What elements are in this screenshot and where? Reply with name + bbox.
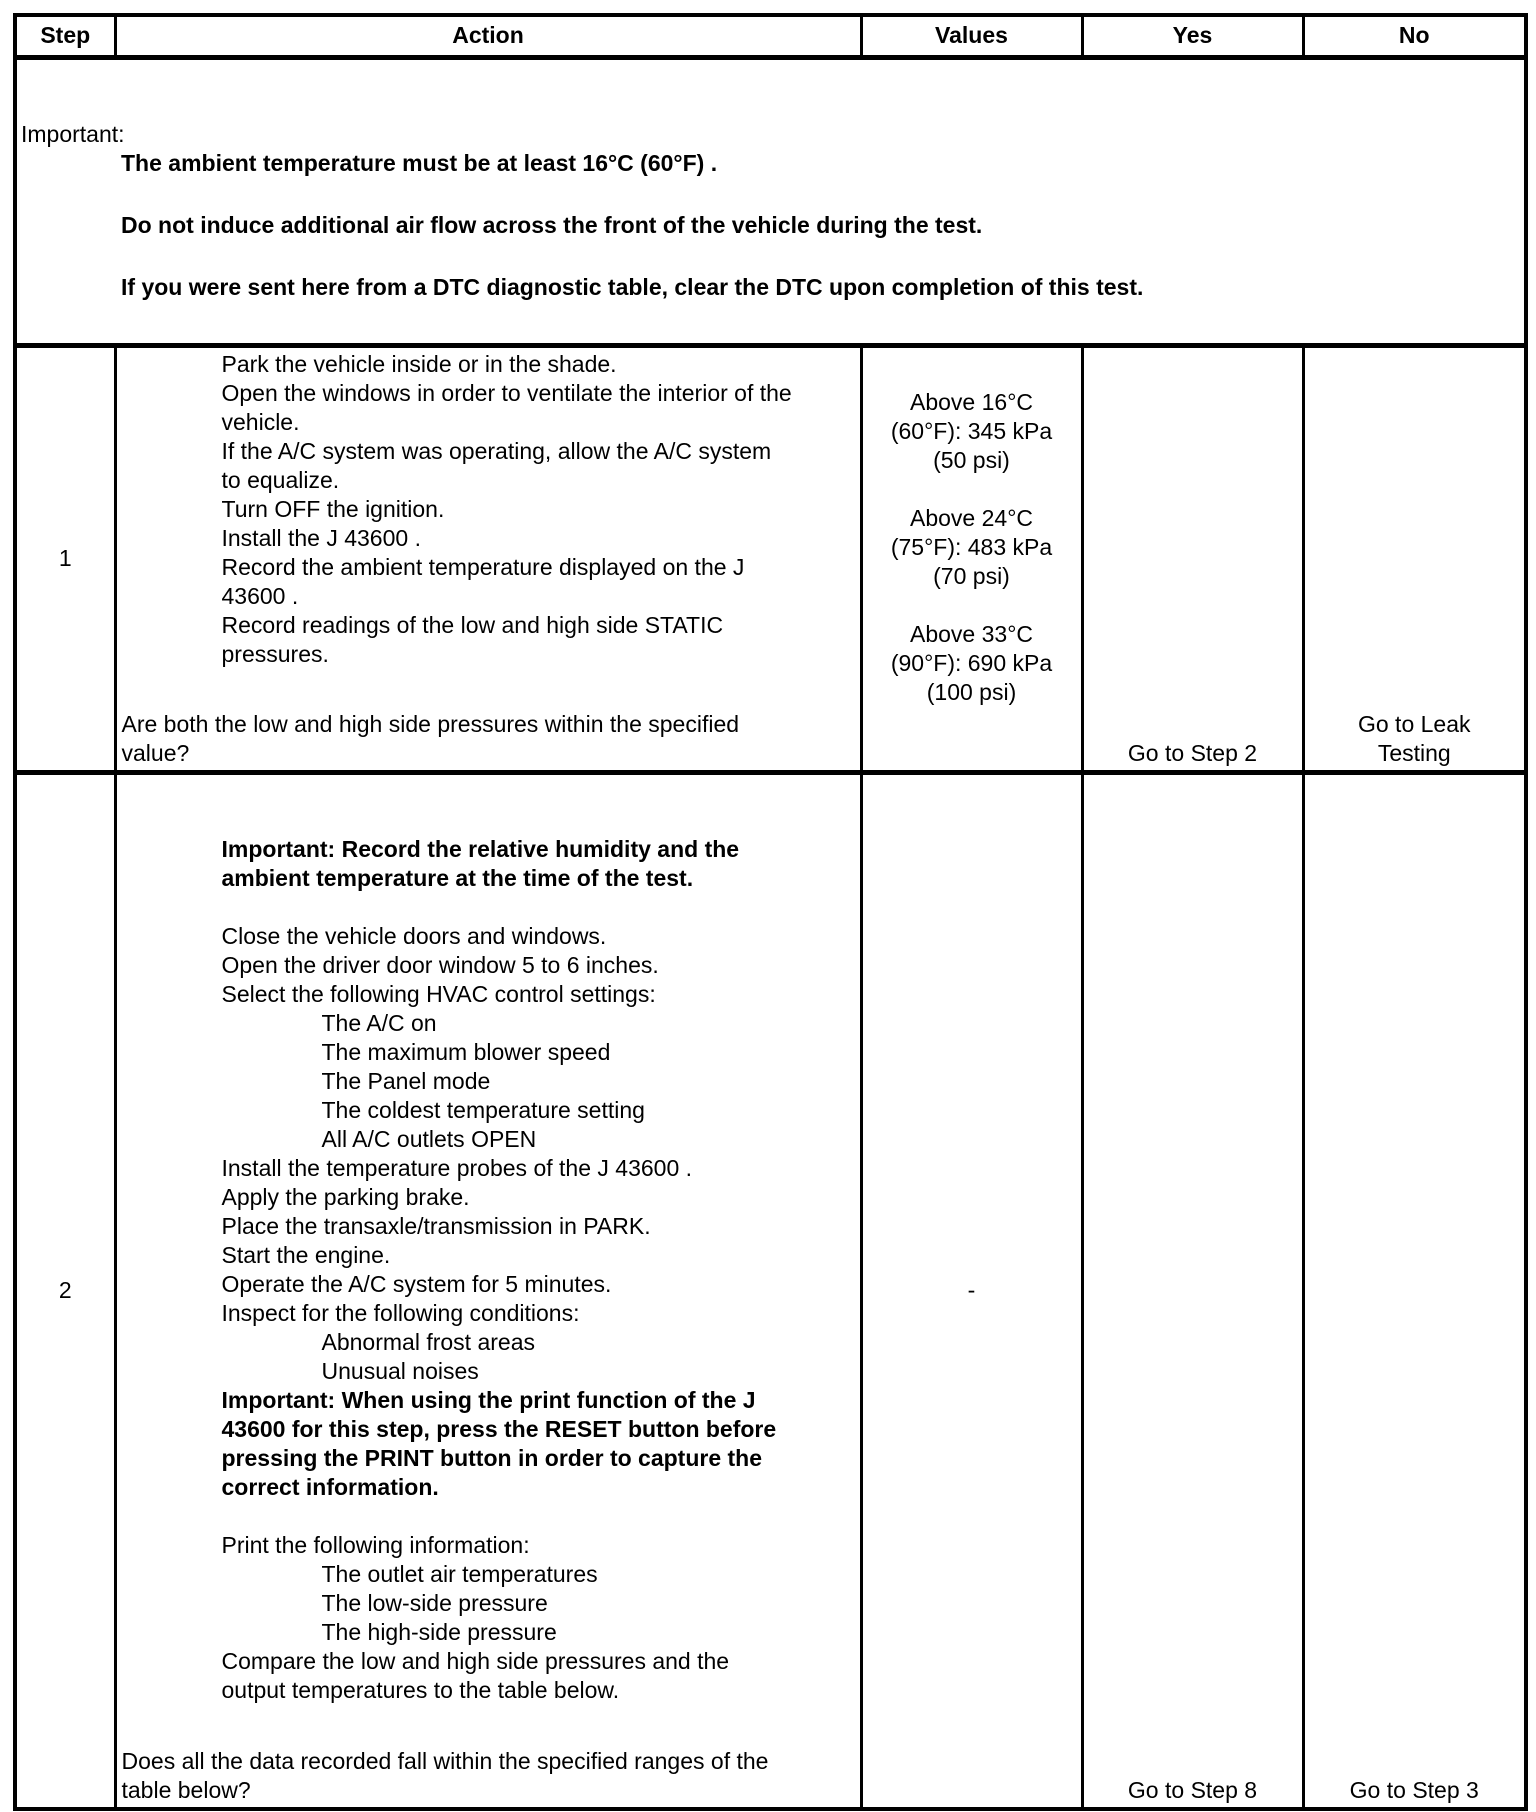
action-line: Compare the low and high side pressures and the xyxy=(221,1647,730,1674)
action-line: Park the vehicle inside or in the shade. xyxy=(221,350,617,377)
header-action: Action xyxy=(115,15,861,57)
values-cell: - xyxy=(861,772,1082,1809)
no-line: Go to Leak xyxy=(1357,710,1471,737)
action-line: 43600 . xyxy=(221,582,299,609)
action-cell xyxy=(115,772,861,1809)
step-number: 1 xyxy=(15,345,115,772)
action-line: pressing the PRINT button in order to capture the xyxy=(221,1444,763,1471)
action-line: Install the J 43600 . xyxy=(221,524,421,551)
action-cell xyxy=(115,345,861,772)
no-line: Testing xyxy=(1377,739,1451,766)
action-line: Start the engine. xyxy=(221,1241,391,1268)
action-line: Record readings of the low and high side STATIC xyxy=(221,611,724,638)
action-line: 43600 for this step, press the RESET button before xyxy=(221,1415,777,1442)
action-line: Print the following information: xyxy=(221,1531,530,1558)
action-line: (75°F): 483 kPa xyxy=(890,533,1053,560)
action-line: Important: Record the relative humidity and the xyxy=(221,835,740,862)
action-line: pressures. xyxy=(221,640,329,667)
action-line: to equalize. xyxy=(221,466,340,493)
action-line: The high-side pressure xyxy=(321,1618,557,1645)
yes-cell: Go to Step 8 xyxy=(1082,772,1303,1809)
important-line: Do not induce additional air flow across the front of the vehicle during the test. xyxy=(121,211,983,238)
table-row-step-1 xyxy=(15,345,1526,772)
action-line: Open the windows in order to ventilate the interior of the xyxy=(221,379,792,406)
action-line: (100 psi) xyxy=(926,678,1017,705)
action-line: The outlet air temperatures xyxy=(321,1560,598,1587)
action-line: Close the vehicle doors and windows. xyxy=(221,922,607,949)
important-line: The ambient temperature must be at least 16°C (60°F) . xyxy=(121,149,718,176)
header-step: Step xyxy=(15,15,115,57)
header-row xyxy=(15,15,1526,57)
header-no: No xyxy=(1303,15,1526,57)
no-cell xyxy=(1303,345,1526,772)
action-line: Important: When using the print function of the J xyxy=(221,1386,756,1413)
header-values: Values xyxy=(861,15,1082,57)
action-line: If the A/C system was operating, allow the A/C system xyxy=(221,437,772,464)
yes-cell: Go to Step 2 xyxy=(1082,345,1303,772)
action-line: Open the driver door window 5 to 6 inches. xyxy=(221,951,659,978)
diagnostic-table xyxy=(13,13,1528,1811)
header-yes: Yes xyxy=(1082,15,1303,57)
action-line: table below? xyxy=(121,1777,251,1803)
important-note xyxy=(15,57,1526,345)
action-line: Turn OFF the ignition. xyxy=(221,495,445,522)
action-line: The maximum blower speed xyxy=(321,1038,611,1065)
action-line: (60°F): 345 kPa xyxy=(890,417,1053,444)
action-line: All A/C outlets OPEN xyxy=(321,1125,537,1152)
action-line: Are both the low and high side pressures within the specified xyxy=(121,710,740,737)
action-line: value? xyxy=(121,739,190,766)
action-line: The coldest temperature setting xyxy=(321,1096,645,1123)
important-line: If you were sent here from a DTC diagnostic table, clear the DTC upon completion of this test. xyxy=(121,273,1144,300)
action-line: correct information. xyxy=(221,1473,439,1500)
action-line: Install the temperature probes of the J 43600 . xyxy=(221,1154,693,1181)
action-line: The Panel mode xyxy=(321,1067,491,1094)
action-line: Abnormal frost areas xyxy=(321,1328,535,1355)
action-line: Record the ambient temperature displayed on the J xyxy=(221,553,745,580)
action-line: Above 24°C xyxy=(910,504,1033,531)
action-line: Above 33°C xyxy=(910,620,1033,647)
action-line: output temperatures to the table below. xyxy=(221,1676,620,1703)
action-line: Apply the parking brake. xyxy=(221,1183,470,1210)
action-line: Place the transaxle/transmission in PARK. xyxy=(221,1212,651,1239)
action-line: vehicle. xyxy=(221,408,300,435)
action-line: Above 16°C xyxy=(910,388,1033,415)
action-line: (70 psi) xyxy=(933,562,1010,589)
values-cell xyxy=(861,345,1082,772)
no-cell: Go to Step 3 xyxy=(1303,772,1526,1809)
step-number: 2 xyxy=(15,772,115,1809)
action-line: (50 psi) xyxy=(933,446,1010,473)
important-label: Important: xyxy=(21,120,125,147)
action-line: Operate the A/C system for 5 minutes. xyxy=(221,1270,612,1297)
action-line: Does all the data recorded fall within the specified ranges of the xyxy=(121,1748,769,1774)
action-line: Select the following HVAC control settings: xyxy=(221,980,656,1007)
action-line: The A/C on xyxy=(321,1009,437,1036)
action-line: Unusual noises xyxy=(321,1357,479,1384)
action-line: Inspect for the following conditions: xyxy=(221,1299,580,1326)
action-line: The low-side pressure xyxy=(321,1589,548,1616)
action-line: ambient temperature at the time of the test. xyxy=(221,864,694,891)
table-row-step-2 xyxy=(15,772,1526,1809)
action-line: (90°F): 690 kPa xyxy=(890,649,1053,676)
important-row xyxy=(15,57,1526,345)
